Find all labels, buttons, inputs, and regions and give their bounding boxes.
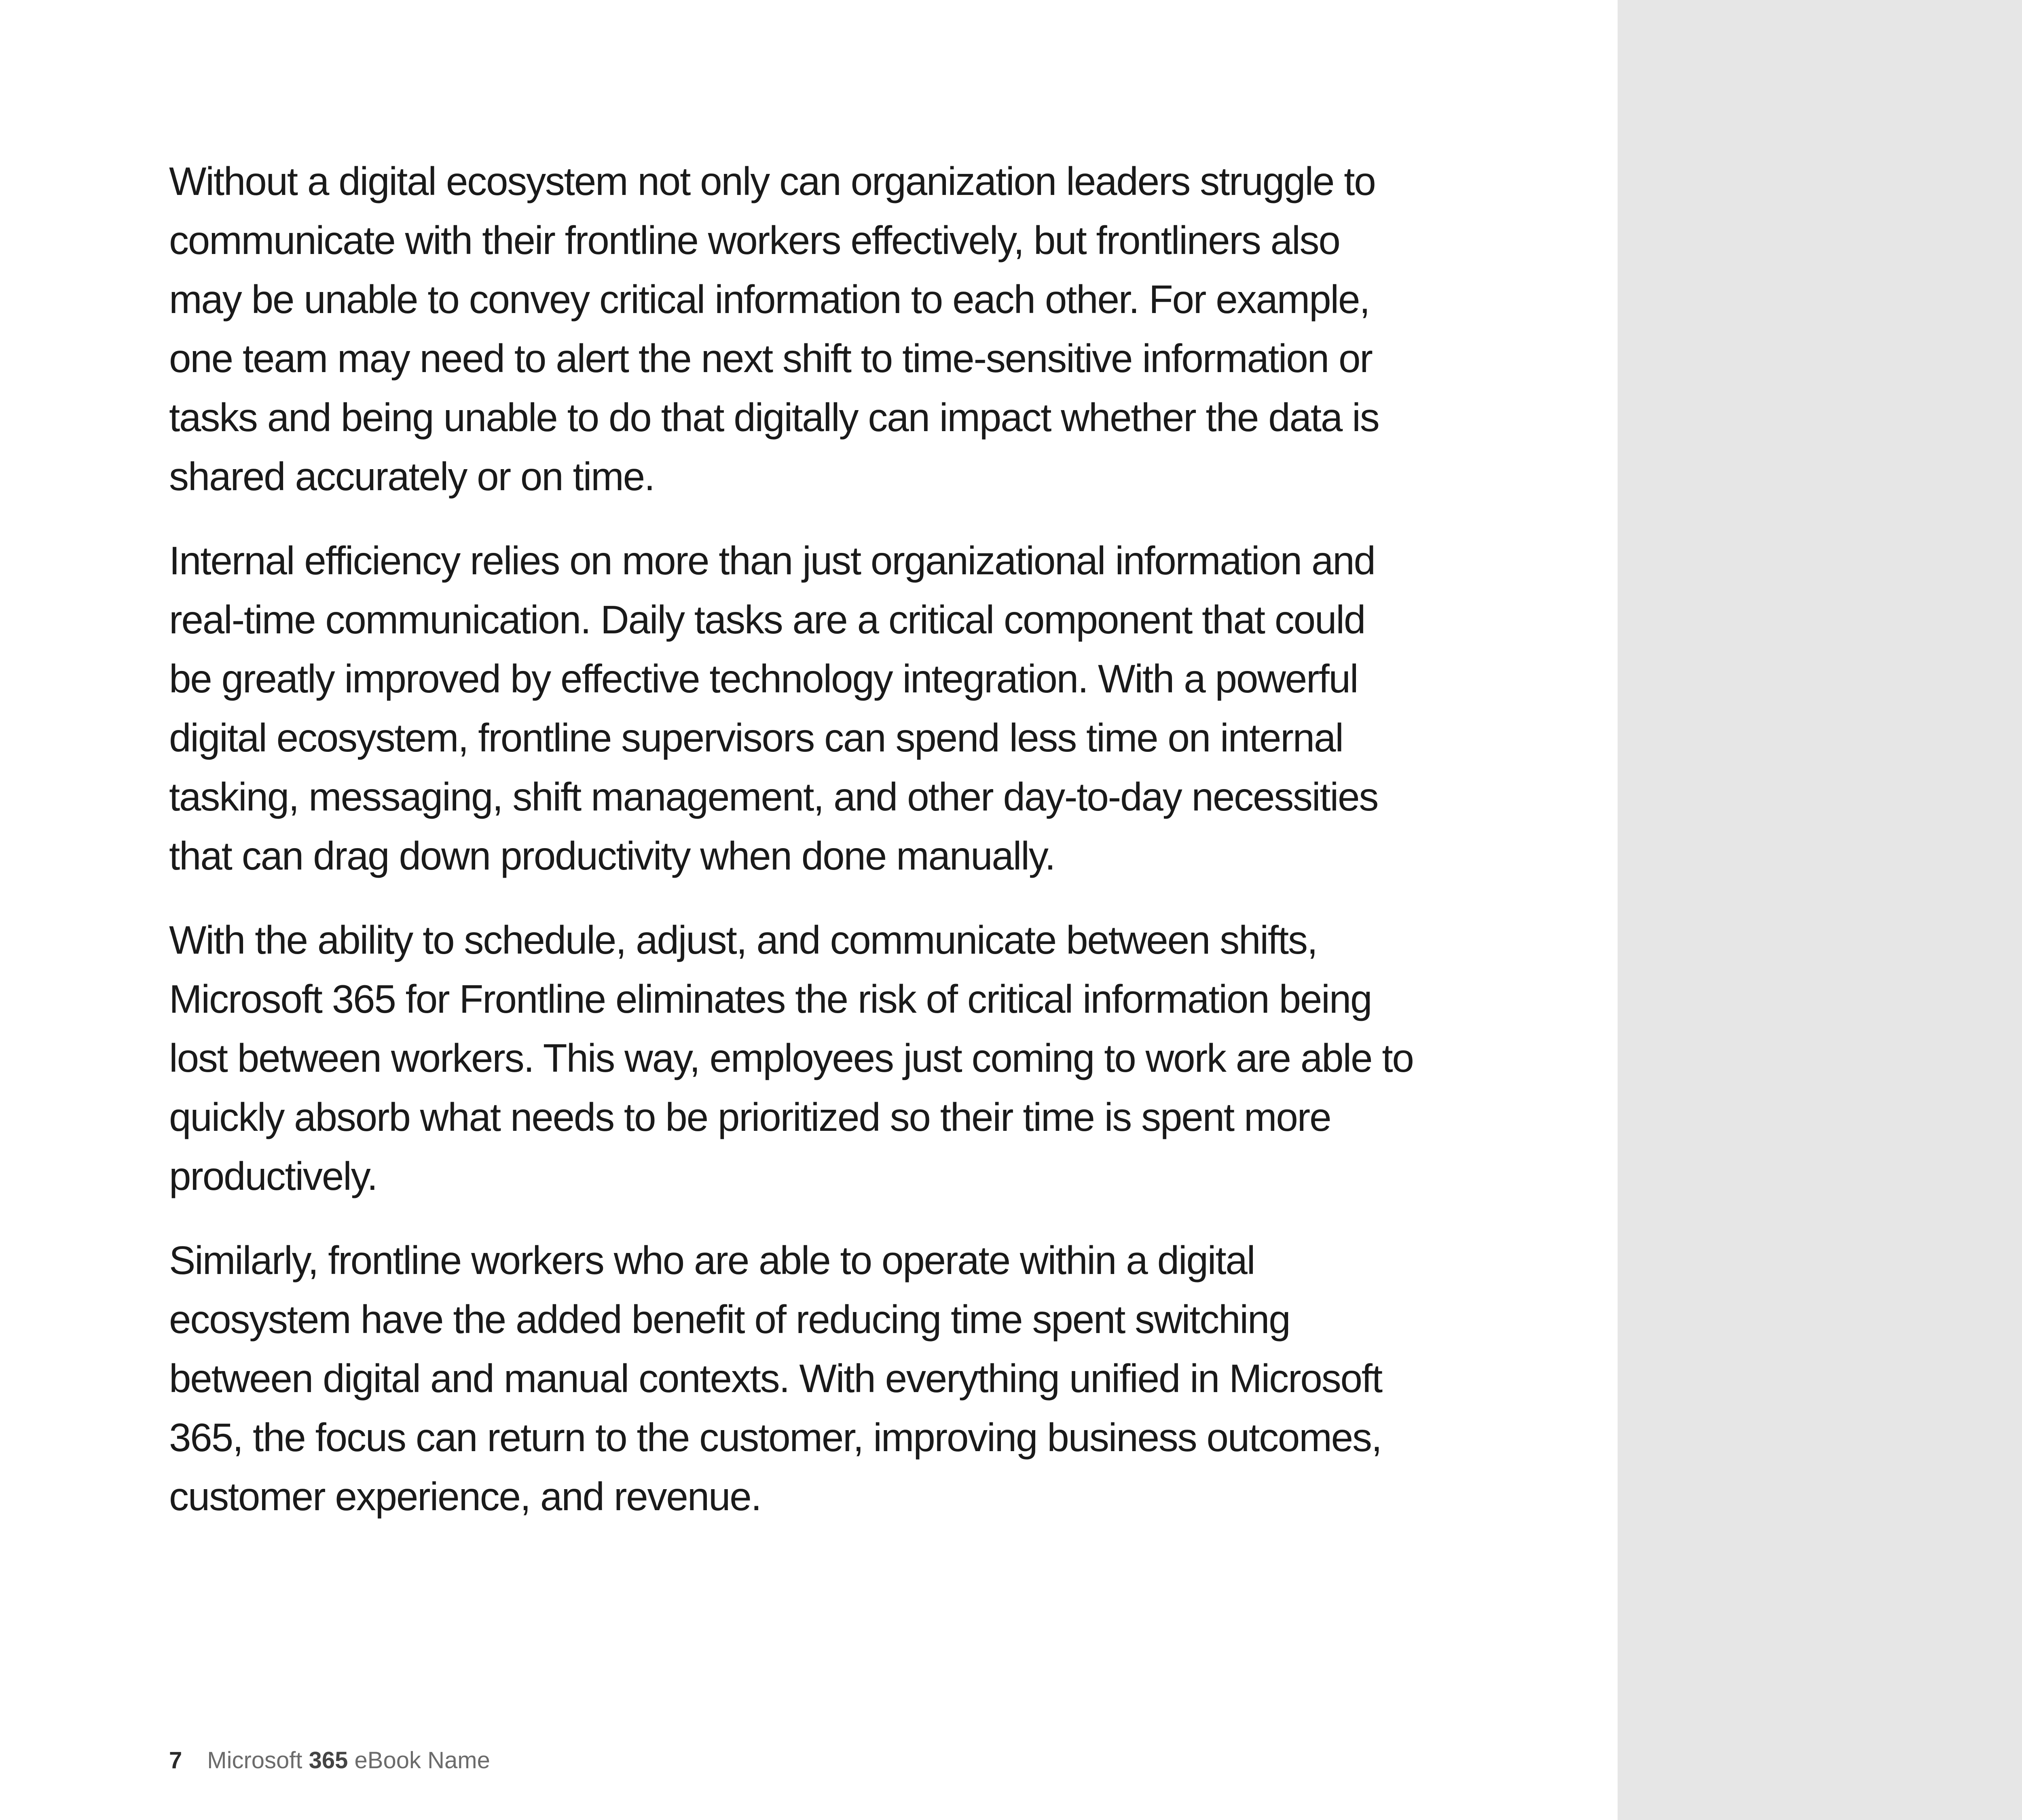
photo-panel [1618,0,2022,1820]
page-number: 7 [169,1747,182,1773]
paragraph-4: Similarly, frontline workers who are able to operate within a digital ecosystem have the added benefit of reducing time spent switching between digital and manual contexts. With everything unified in Microsoft 365, the focus can return to the customer, improving business outcomes, customer experience, and revenue. [169,1238,1382,1519]
paragraph-1: Without a digital ecosystem not only can organization leaders struggle to communicate with their frontline workers effectively, but frontliners also may be unable to convey critical information to each other. For example, one team may need to alert the next shift to time-sensitive information or tasks and being unable to do that digitally can impact whether the data is shared accurately or on time. [169,159,1379,499]
footer-ebook-name: eBook Name [348,1747,490,1773]
photo-placeholder-label [1618,870,2022,950]
footer-brand-365: 365 [309,1747,348,1773]
paragraph-3: With the ability to schedule, adjust, and communicate between shifts, Microsoft 365 for Frontline eliminates the risk of critical information being lost between workers. This way, employees just coming to work are able to quickly absorb what needs to be prioritized so their time is spent more productively. [169,918,1413,1198]
footer-brand-prefix: Microsoft [207,1747,309,1773]
paragraph-2: Internal efficiency relies on more than just organizational information and real-time communication. Daily tasks are a critical component that could be greatly improved by effective technology integration. With a powerful digital ecosystem, frontline supervisors can spend less time on internal tasking, messaging, shift management, and other day-to-day necessities that can drag down productivity when done manually. [169,538,1378,878]
page-footer [169,1746,490,1775]
body-text [169,152,1415,1551]
